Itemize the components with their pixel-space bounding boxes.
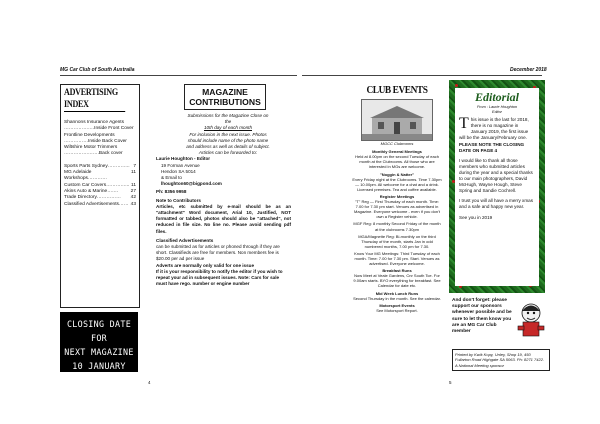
event-section-text: Now Meet at Veale Gardens, Cnr South Tce. For 9.00am starts. BYO everything for breakfast. See Calendar for date etc. [353, 273, 441, 289]
photo-caption: MGCC Clubrooms [380, 141, 414, 146]
contributions-title-1: MAGAZINE [202, 87, 248, 97]
sponsor-reminder: And don't forget: please support our sponsors whenever possible and be sure to let them know you are an MG Car Club member [452, 298, 512, 335]
editorial-box [455, 88, 539, 286]
advertising-index-entry [64, 202, 136, 208]
advertiser-page: 42 [130, 195, 136, 201]
drop-cap: T [459, 115, 469, 133]
event-section-title: Motorsport Events [379, 302, 415, 308]
event-section [352, 221, 442, 231]
editorial-from: From : Laurie Houghton [476, 105, 518, 109]
advertiser-name: ………………….Back cover [64, 151, 123, 157]
closing-line-2: NEXT MAGAZINE [64, 347, 134, 357]
event-section-title: "Noggin & Natter" [379, 171, 415, 177]
clubrooms-photo [361, 99, 433, 141]
event-section [352, 149, 442, 169]
event-section [352, 234, 442, 249]
advertiser-name: Shannons Insurance Agents [64, 120, 125, 125]
editorial-body [455, 114, 539, 220]
classified-text: can be submitted as for articles or phoned through if they are short. Classifieds are free for members. Non members fee is $20.00 per ad per issue [156, 244, 280, 262]
close-date: 10th day of each month [203, 125, 252, 131]
resubmit-note: If it is your responsibility to notify the editor if you wish to repeat your ad in subsequent issues. Note: Cars for sale must have rego. number or engine number [156, 268, 283, 287]
club-events-column [352, 84, 442, 374]
intro-text: Submissions for the Magazine Close on the [187, 113, 269, 125]
event-section-title: Monthly General Meetings [372, 149, 422, 155]
event-section [352, 268, 442, 288]
contributions-column [150, 84, 298, 287]
editorial-para-4: See you in 2019 [459, 214, 493, 220]
advertiser-page: 11 [131, 182, 136, 188]
closing-line-1: CLOSING DATE FOR [66, 319, 132, 343]
printer-credit: Printed by Kwik Kopy, Unley, Shop 19, 450 Fullarton Road Highgate SA 5063. Ph: 8271 7422. A National Meeting sponsor [452, 349, 550, 371]
editorial-para-1: his issue is the last for 2018, there is no magazine in January 2019, the first issue will be the January/February one. [459, 117, 529, 141]
cartoon-man-icon [516, 300, 546, 340]
editor-phone: Ph: 8356 9958 [156, 189, 187, 195]
event-section [352, 251, 442, 266]
editor-name: Laurie Houghton - Editor [156, 156, 211, 162]
event-section-title: Mid Week Lunch Runs [375, 290, 419, 296]
event-section-title: Breakfast Runs [382, 268, 412, 274]
editorial-title: Editorial [474, 90, 519, 104]
right-header-rule [302, 75, 542, 76]
advertising-index-title: ADVERTISING INDEX [64, 87, 125, 112]
closing-date-banner [60, 312, 138, 385]
advertiser-name: Frontline Developments [64, 132, 115, 138]
event-section-text: See Motorsport Report. [376, 307, 418, 313]
email-label: & Email to [161, 175, 182, 181]
events-list [352, 149, 442, 313]
advertiser-name: MG Adelaide Workshops………… [64, 170, 108, 182]
event-section-text: "T" Reg — First Thursday of each month. Time: 7.00 for 7.30 pm start. Venues as advertised in Magazine. Everyone welcome - even if you don't own a Register vehicle. [354, 199, 440, 220]
editorial-closing-note: PLEASE NOTE THE CLOSING DATE ON PAGE 4 [459, 141, 525, 153]
classified-title: Classified Advertisements [156, 237, 214, 243]
event-section [352, 291, 442, 301]
event-section-text: MGF Reg: 8 monthly Second Friday of the month at the clubrooms 7.30pm [353, 221, 441, 232]
editorial-holly-border [449, 80, 545, 293]
advertising-index-entry [64, 170, 136, 183]
event-section [352, 172, 442, 192]
event-section-text: Second Thursday in the month. See the calendar. [353, 295, 441, 301]
event-section-text: Held at 8.00pm on the second Tuesday of each month at the Clubrooms. All those who are interested in MGs are welcome. [355, 154, 439, 170]
advertiser-name: Trade Directory…………… [64, 195, 121, 201]
left-header-rule [60, 75, 297, 76]
event-section-title: Register Meetings [379, 193, 415, 199]
advertiser-page: 7 [133, 163, 136, 169]
advertiser-name: Wiltshire Motor Trimmers [64, 145, 118, 151]
contributions-title-box [184, 84, 266, 110]
contributions-title-2: CONTRIBUTIONS [189, 97, 261, 107]
closing-line-3: 10 JANUARY 2019 [72, 361, 126, 385]
advertising-index-box [60, 84, 140, 308]
advertising-index-entry [64, 151, 136, 157]
cartoon-illustration [516, 300, 546, 340]
advertiser-name: Custom Car Covers…………... [64, 182, 130, 188]
clubrooms-building-icon [362, 100, 432, 140]
advertiser-page: 11 [131, 170, 136, 176]
advertiser-page: 43 [130, 201, 136, 207]
contributions-intro [184, 113, 272, 156]
adverts-note: Adverts are normally only valid for one issue [156, 262, 255, 268]
page-number-right: 5 [449, 380, 452, 385]
editor-email[interactable]: lhoughton60@bigpond.com [161, 181, 222, 187]
advertiser-name: Akins Auto & Marine……. [64, 188, 119, 194]
event-section-text: Know Your MG Meetings: Third Tuesday of each month. Time: 7.00 for 7.30 pm. Start. Venues as advertised. Everyone welcome. [354, 250, 440, 267]
editorial-para-2: I would like to thank all those members who submitted articles during the year and a special thanks to our main photographers, David McHugh, Wayne Hough, Steve Spring and Sandie Cochrell. [459, 157, 533, 194]
intro-text-2: For inclusion in the next issue. Photos should include name of the photo name and address as well as details of subject. [186, 131, 270, 150]
magazine-header-title: MG Car Club of South Australia [60, 67, 135, 73]
advertiser-name: Sports Parts Sydney………….. [64, 163, 130, 169]
advertising-index-list [61, 112, 139, 208]
editorial-from-role: Editor [492, 109, 502, 114]
event-section-text: MGA/Magnette Reg: Bi-monthly on the third Thursday of the month, starts Jan in odd numbered months, 7.00 pm for 7.30. [358, 233, 436, 249]
issue-date: December 2018 [510, 67, 547, 73]
holly-berry [455, 84, 458, 87]
forward-text: Articles can be forwarded to: [198, 150, 258, 156]
editor-address-1: 19 Forman Avenue [161, 162, 200, 168]
notes-text: Articles, etc submitted by e-mail should be as an "attachment" Word document, Arial 10, Justified, NOT formatted or tabbed, photos should also be "attached", not reduced in file size. No line no. Please avoid sending pdf files. [156, 203, 291, 234]
editor-address-2: Hendon SA 5014 [161, 168, 196, 174]
event-section [352, 194, 442, 219]
club-events-title: CLUB EVENTS [366, 84, 428, 96]
page-number-left: 4 [148, 380, 151, 385]
advertiser-name: ……………Inside Back Cover [64, 138, 127, 144]
notes-title: Note to Contributors [156, 197, 201, 203]
advertiser-page: 27 [130, 188, 136, 194]
event-section-text: Every Friday night at the Clubrooms. Time 7.30pm — 10.00pm. All welcome for a chat and a drink. Licensed premises. Tea and coffee available. [352, 176, 442, 192]
editorial-para-3: I trust you will all have a merry xmas and a safe and happy new year. [459, 198, 534, 210]
advertiser-name: ……………….Inside Front Cover [64, 126, 134, 132]
advertiser-name: Classified Advertisements…… [64, 201, 129, 207]
event-section [352, 303, 442, 313]
